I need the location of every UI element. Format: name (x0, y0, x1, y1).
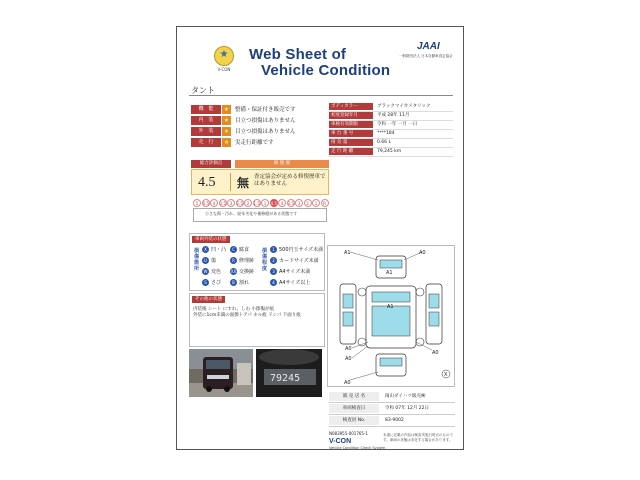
symbol-item (230, 257, 254, 264)
wheel (416, 338, 424, 346)
symbol-mark: R (230, 257, 237, 264)
title-line-1: Web Sheet of (249, 46, 347, 63)
score-scale-chip: 4 (278, 199, 286, 207)
condition-label: 走 行 (191, 138, 221, 147)
diagram-label: X (444, 372, 448, 378)
divider (189, 95, 453, 96)
car-windshield (206, 360, 230, 369)
size-item (270, 268, 310, 275)
history-mark: 無 (237, 176, 250, 190)
wheel (358, 288, 366, 296)
size-item (270, 257, 319, 264)
size-item (270, 279, 310, 286)
spec-row (329, 139, 453, 148)
spec-label: 車検有効期限 (329, 121, 373, 128)
dealer-row (329, 403, 455, 415)
symbol-text: 割れ (239, 280, 250, 286)
score-scale-chip: R (321, 199, 329, 207)
symbol-mark: C (230, 246, 237, 253)
symbol-item (202, 268, 221, 275)
symbol-text: 交換跡 (239, 269, 255, 275)
star-icon: ★ (223, 106, 230, 113)
odometer-photo-svg (256, 349, 322, 397)
photo-building (237, 363, 251, 385)
leader-line (352, 346, 368, 358)
symbol-text: 腐食 (239, 247, 250, 253)
history-text: 査定協会が定める修復歴車ではありません (254, 174, 326, 187)
footer-subtitle: Vehicle Condition Check System (329, 446, 386, 450)
other-text (193, 307, 301, 319)
dealer-row (329, 391, 455, 403)
car-wheel (224, 386, 230, 392)
diagram-label: A1 (386, 270, 393, 276)
title-line-2: Vehicle Condition (261, 62, 391, 79)
vehicle-photo-svg (189, 349, 253, 397)
spec-row (329, 112, 453, 121)
condition-row (191, 116, 329, 126)
symbol-text: 凹・凸 (211, 247, 227, 253)
damage-diagram (327, 245, 455, 387)
dealer-value: 83-9002 (385, 418, 404, 423)
symbol-item (230, 246, 249, 253)
score-scale-chip: 1 (312, 199, 320, 207)
score-scale-chip: 3.5 (219, 201, 226, 206)
symbols-box (189, 233, 325, 291)
size-text: A4サイズ未満 (279, 269, 311, 275)
car-grille (207, 375, 229, 379)
rear-window (380, 358, 402, 366)
symbol-mark: U (202, 257, 209, 264)
symbol-item (202, 246, 226, 253)
spec-value: 平成 28年 11月 (377, 113, 410, 118)
diagram-label: A1 (387, 304, 394, 310)
footer-brand: V-CON (329, 438, 352, 445)
dealer-label: 車両検査日 (329, 404, 379, 413)
symbol-item (202, 257, 216, 264)
spec-value: 令和 一年 一月 一日 (377, 122, 418, 127)
damage-location-heading: 損傷箇所 (194, 248, 200, 272)
size-text: 500円玉サイズ未満 (279, 247, 324, 253)
score-scale-chip: 2 (304, 199, 312, 207)
footer-code: N083955-001765-1 (329, 431, 368, 436)
dash-curve (259, 349, 319, 365)
jaai-org-name: 一般財団法人 日本自動車査定協会 (399, 54, 453, 58)
star-icon: ★ (223, 128, 230, 135)
vehicle-photo (189, 349, 253, 397)
footer-note: 本書に記載の内容は検査実施日時点のものです。車両の状態は変化する場合があります。 (383, 433, 453, 442)
diagram-label: A0 (345, 346, 352, 352)
score-scale-chip: 2 (244, 199, 252, 207)
score-scale (193, 199, 327, 207)
symbol-mark: W (203, 269, 208, 274)
score-scale-chip: 4.5 (270, 201, 277, 206)
leader-line (350, 252, 378, 260)
other-line: 内装後 シート にすれ、しわ 小擦傷が痕 (193, 307, 275, 312)
condition-label: 内 装 (191, 116, 221, 125)
condition-label: 外 装 (191, 127, 221, 136)
spec-label: 車 台 番 号 (329, 130, 373, 137)
score-box (191, 169, 329, 195)
roof-glass (372, 292, 410, 302)
dealer-value: 令和 07年 12月 22日 (385, 406, 429, 411)
symbol-text: 変色 (211, 269, 222, 275)
car-wheel (206, 386, 212, 392)
condition-text: 実走行距離です (235, 140, 274, 146)
symbol-mark: XX (230, 269, 237, 274)
symbol-text: 修理跡 (239, 258, 255, 264)
car-diagram-svg (328, 246, 454, 386)
dealer-label: 販 売 店 名 (329, 392, 379, 401)
condition-label: 機 能 (191, 105, 221, 114)
condition-sheet (176, 26, 464, 450)
left-window (343, 294, 353, 308)
spec-table (329, 103, 453, 157)
size-mark: 2 (270, 257, 277, 264)
leader-line (350, 372, 378, 380)
spec-row (329, 148, 453, 157)
size-mark: 4 (270, 279, 277, 286)
condition-row (191, 138, 329, 148)
score-scale-chip: 4 (210, 199, 218, 207)
symbol-item (230, 268, 254, 275)
spec-label: ボディカラー (329, 103, 373, 110)
vcon-logo-text: V-CON (217, 67, 231, 72)
score-scale-chip: 2.5 (236, 201, 243, 206)
roof (372, 306, 410, 336)
other-title: その他の状態 (192, 296, 225, 303)
star-icon: ★ (223, 139, 230, 146)
symbol-item (230, 279, 249, 286)
dealer-label: 検査員 No. (329, 416, 379, 425)
diagram-label: A0 (432, 350, 439, 356)
spec-label: 初度登録年月 (329, 112, 373, 119)
spec-row (329, 103, 453, 112)
spec-value: ****184 (377, 131, 395, 136)
dealer-table (329, 391, 455, 427)
diagram-label: A0 (345, 356, 352, 362)
jaai-logo: JAAI (417, 41, 440, 52)
diagram-label: A0 (419, 250, 426, 256)
diagram-label: A1 (344, 250, 351, 256)
score-label: 総合評価点 (191, 160, 231, 168)
size-item (270, 246, 323, 253)
diagram-label: A0 (344, 380, 351, 386)
condition-text: 目立つ損傷はありません (235, 118, 296, 124)
spec-value: ブラックマイカメタリック (377, 104, 431, 109)
windshield-front (380, 260, 402, 268)
condition-text: 整備・保証付き販売です (235, 107, 296, 113)
score-value: 4.5 (198, 175, 216, 190)
score-note: 小さな傷・汚れ、経年劣化や補修歴がある状態です (205, 211, 298, 216)
symbol-text: 傷 (211, 258, 217, 264)
score-scale-chip: 3 (227, 199, 235, 207)
spec-label: 排 気 量 (329, 139, 373, 146)
wheel (416, 288, 424, 296)
right-window (429, 294, 439, 308)
other-condition-box (189, 293, 325, 347)
symbol-mark: S (202, 279, 209, 286)
spec-value: 0.66 L (377, 140, 391, 145)
score-header (191, 160, 329, 168)
vehicle-name: タント (191, 86, 215, 95)
condition-text: 目立つ損傷はありません (235, 129, 296, 135)
other-line: 外装に1cm未満の面擦トアパ ネル痕 ドンパ 下面り痕 (193, 313, 301, 318)
symbols-title: 車両外装の状態 (192, 236, 230, 243)
star-icon: ★ (223, 117, 230, 124)
left-window (343, 312, 353, 326)
score-scale-chip: 3.5 (287, 201, 294, 206)
dealer-value: 岡山ダイハツ販売㈱ (385, 394, 426, 399)
score-scale-chip: 1 (261, 199, 269, 207)
score-scale-chip: 4.5 (202, 201, 209, 206)
score-scale-chip: 1.5 (253, 201, 260, 206)
dealer-row (329, 415, 455, 427)
size-text: A4サイズ以上 (279, 280, 311, 286)
star-icon: ★ (219, 49, 229, 60)
history-label: 修 復 歴 (235, 160, 329, 168)
symbol-mark: X (202, 246, 209, 253)
vcon-logo (214, 46, 234, 66)
condition-row (191, 105, 329, 115)
size-text: カードサイズ未満 (279, 258, 319, 264)
odometer-reading: 79245 (270, 373, 301, 384)
size-mark: 3 (270, 268, 277, 275)
score-scale-chip: 3 (295, 199, 303, 207)
symbol-mark: B (230, 279, 237, 286)
wheel (358, 338, 366, 346)
symbol-text: さび (211, 280, 222, 286)
odometer-photo (256, 349, 322, 397)
score-divider (230, 173, 231, 191)
size-mark: 1 (270, 246, 277, 253)
spec-row (329, 121, 453, 130)
spec-row (329, 130, 453, 139)
damage-degree-heading: 損傷程度 (262, 248, 268, 272)
spec-value: 79,245 km (377, 149, 402, 154)
score-scale-chip: 5 (193, 199, 201, 207)
spec-label: 走 行 距 離 (329, 148, 373, 155)
condition-row (191, 127, 329, 137)
right-window (429, 312, 439, 326)
symbol-item (202, 279, 221, 286)
